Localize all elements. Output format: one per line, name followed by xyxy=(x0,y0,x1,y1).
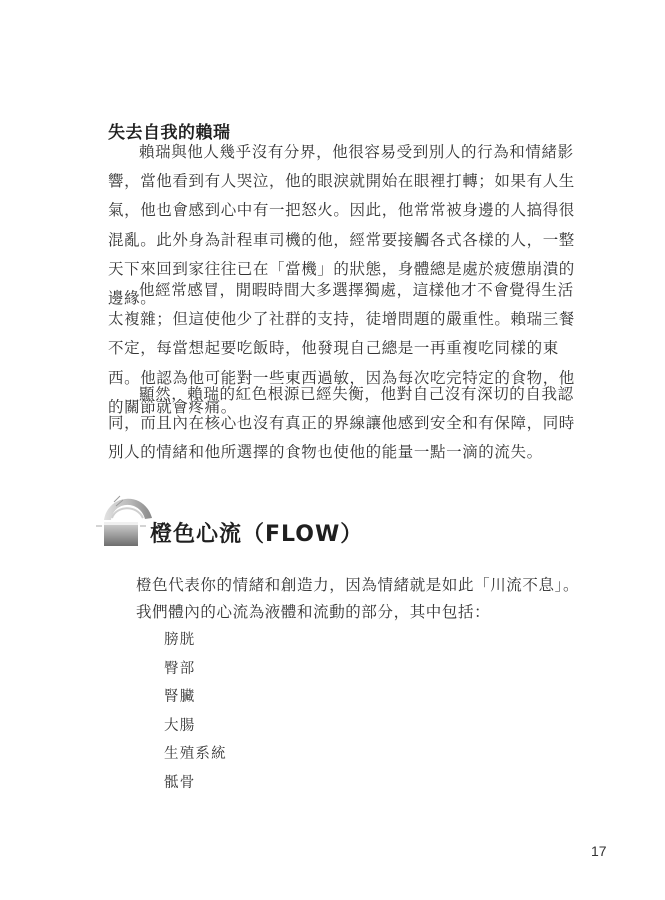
flow-intro-line: 我們體內的心流為液體和流動的部分，其中包括： xyxy=(136,603,491,621)
organ-list-item: 生殖系統 xyxy=(164,746,227,763)
organ-list-item: 大腸 xyxy=(164,717,196,734)
page-number: 17 xyxy=(591,843,607,859)
section-title: 失去自我的賴瑞 xyxy=(108,123,231,143)
body-paragraph: 他經常感冒，閒暇時間大多選擇獨處，這樣他才不會覺得生活太複雜；但這使他少了社群的支持，徒增問題的嚴重性。賴瑞三餐不定，每當想起要吃飯時，他發現自己總是一再重複吃同樣的東西。他認為他可能對一些東西過敏，因為每次吃完特定的食物，他的關節就會疼痛。 xyxy=(108,281,575,416)
flow-intro-line: 橙色代表你的情緒和創造力，因為情緒就是如此「川流不息」。 xyxy=(136,576,580,594)
organ-list-item: 骶骨 xyxy=(164,774,196,791)
body-paragraph: 顯然，賴瑞的紅色根源已經失衡，他對自己沒有深切的自我認同，而且內在核心也沒有真正的界線讓他感到安全和有保障，同時別人的情緒和他所選擇的食物也使他的能量一點一滴的流失。 xyxy=(108,385,575,462)
organ-list xyxy=(164,626,227,798)
organ-list-item: 臀部 xyxy=(164,660,196,677)
section-emblem-icon xyxy=(94,488,154,550)
organ-list-item: 膀胱 xyxy=(164,632,196,648)
flow-heading: 橙色心流（FLOW） xyxy=(150,522,364,547)
body-paragraph: 賴瑞與他人幾乎沒有分界，他很容易受到別人的行為和情緒影響，當他看到有人哭泣，他的眼淚就開始在眼裡打轉；如果有人生氣，他也會感到心中有一把怒火。因此，他常常被身邊的人搞得很混亂。此外身為計程車司機的他，經常要接觸各式各樣的人，一整天下來回到家往往已在「當機」的狀態，身體總是處於疲憊崩潰的邊緣。 xyxy=(108,143,575,308)
organ-list-item: 腎臟 xyxy=(164,689,196,706)
